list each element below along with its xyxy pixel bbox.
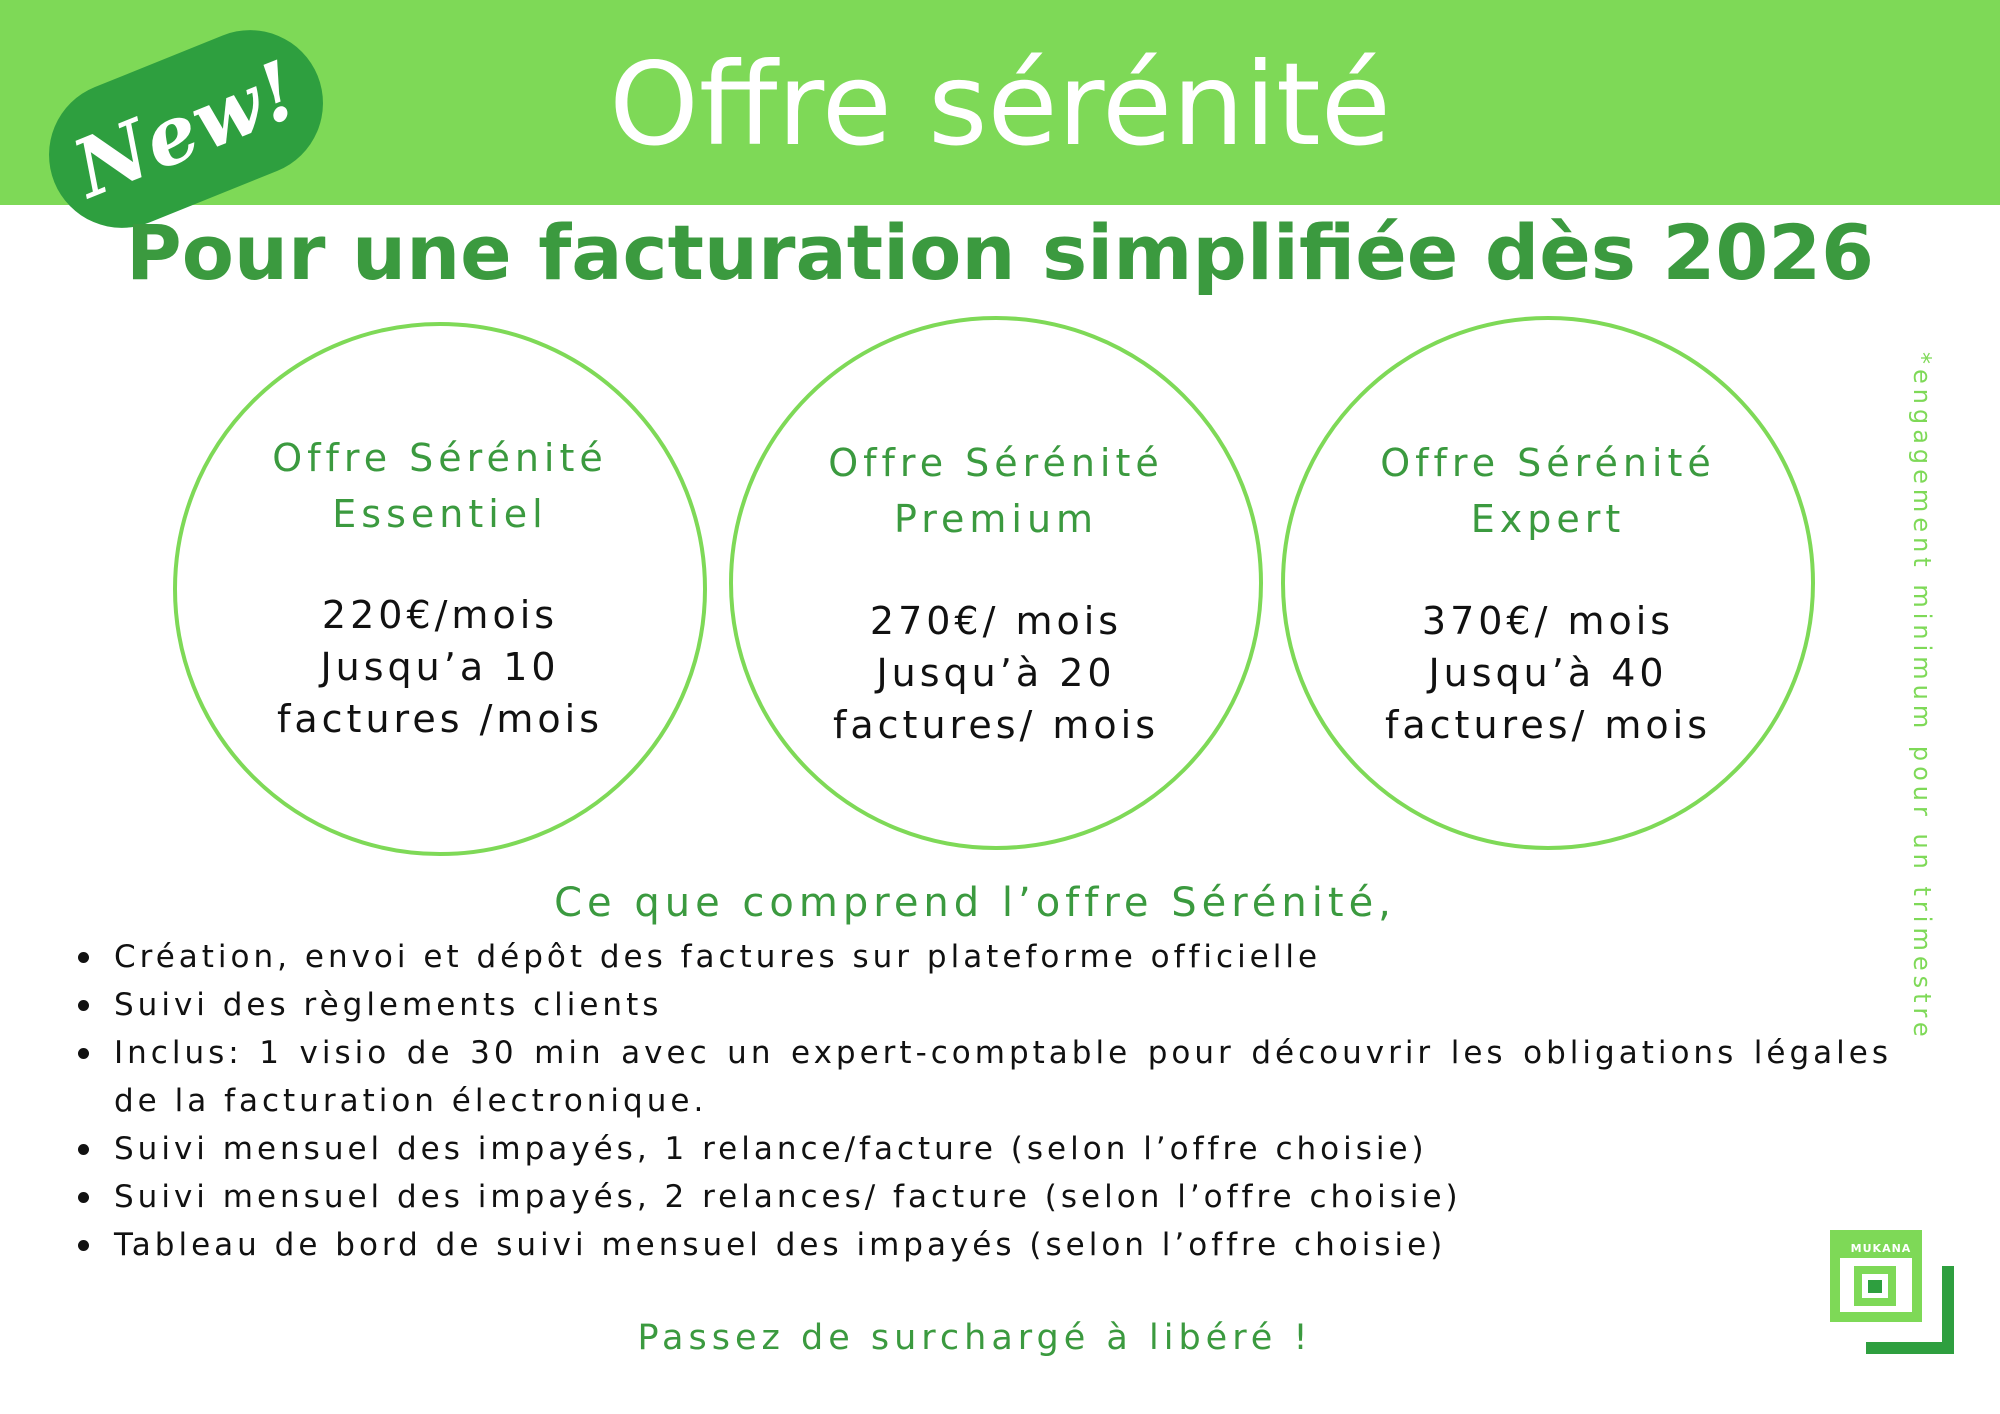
list-item: Suivi mensuel des impayés, 2 relances/ facture (selon l’offre choisie) <box>78 1173 1892 1221</box>
includes-title: Ce que comprend l’offre Sérénité, <box>554 880 1396 926</box>
list-item: Inclus: 1 visio de 30 min avec un expert-comptable pour découvrir les obligations légales de la facturation électronique. <box>78 1029 1892 1125</box>
page-subtitle: Pour une facturation simplifiée dès 2026 <box>126 208 1874 297</box>
plan-expert <box>1281 316 1815 850</box>
page-title: Offre sérénité <box>609 38 1391 171</box>
plan-name <box>1285 435 1811 547</box>
plan-details <box>177 589 703 745</box>
plan-name <box>177 430 703 542</box>
list-item: Suivi des règlements clients <box>78 981 1892 1029</box>
includes-list <box>78 933 1892 1269</box>
plan-limit: Jusqu’à 20 <box>876 651 1116 695</box>
plan-details <box>1285 595 1811 751</box>
closing-tagline: Passez de surchargé à libéré ! <box>637 1318 1313 1358</box>
logo-core-square <box>1868 1280 1882 1293</box>
list-item: Suivi mensuel des impayés, 1 relance/facture (selon l’offre choisie) <box>78 1125 1892 1173</box>
plan-unit: factures /mois <box>276 697 603 741</box>
plan-limit: Jusqu’a 10 <box>320 645 560 689</box>
plan-name-line1: Offre Sérénité <box>828 441 1164 485</box>
plan-limit: Jusqu’à 40 <box>1428 651 1668 695</box>
plan-name-line1: Offre Sérénité <box>1380 441 1716 485</box>
plan-name-line1: Offre Sérénité <box>272 436 608 480</box>
plan-name <box>733 435 1259 547</box>
plan-name-line2: Expert <box>1470 497 1626 541</box>
plan-essentiel <box>173 322 707 856</box>
plan-unit: factures/ mois <box>832 703 1159 747</box>
new-badge-label: New! <box>60 41 312 217</box>
plan-price: 270€/ mois <box>869 599 1123 643</box>
logo-square-icon <box>1830 1230 1922 1322</box>
plan-price: 220€/mois <box>321 593 559 637</box>
logo-text: MUKANA <box>1850 1242 1912 1255</box>
plan-premium <box>729 316 1263 850</box>
plan-details <box>733 595 1259 751</box>
plan-price: 370€/ mois <box>1421 599 1675 643</box>
plan-unit: factures/ mois <box>1384 703 1711 747</box>
plan-name-line2: Premium <box>893 497 1099 541</box>
mukana-logo <box>1830 1230 1960 1360</box>
list-item: Création, envoi et dépôt des factures sur plateforme officielle <box>78 933 1892 981</box>
engagement-note: *engagement minimum pour un trimestre <box>1908 352 1936 1042</box>
plan-name-line2: Essentiel <box>332 492 548 536</box>
list-item: Tableau de bord de suivi mensuel des impayés (selon l’offre choisie) <box>78 1221 1892 1269</box>
